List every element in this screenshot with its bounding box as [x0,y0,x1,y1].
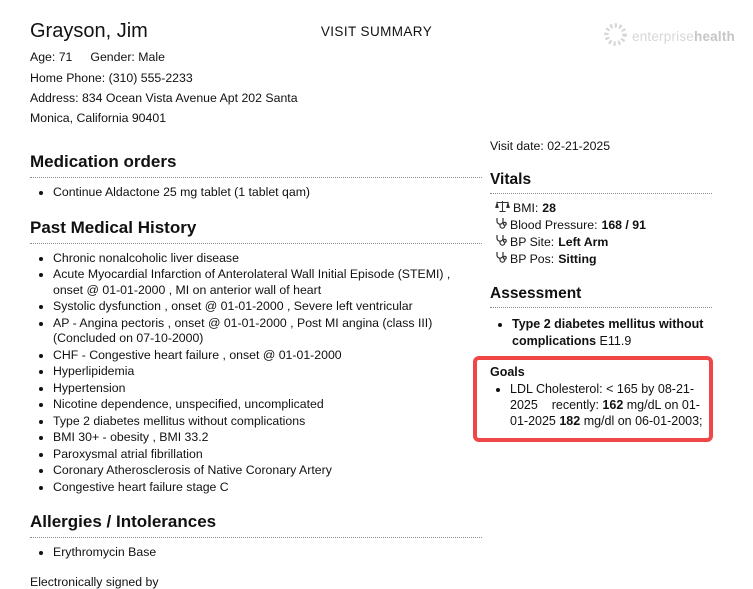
pmh-item: • Type 2 diabetes mellitus without complications [53,414,482,430]
home-phone: Home Phone: (310) 555-2233 [30,70,193,85]
enterprise-health-logo [603,22,735,50]
vital-row-bmi [495,200,712,217]
vital-row-bp-site [495,234,712,251]
right-column [490,139,712,442]
goals-list [490,381,704,429]
vital-row-blood-pressure [495,217,712,234]
vital-label: BMI: [513,201,539,215]
left-column [30,151,482,589]
stethoscope-icon [495,251,507,268]
vitals-list [490,200,712,268]
pmh-item: • Coronary Atherosclerosis of Native Coronary Artery [53,463,482,479]
goals-highlight-box [473,356,713,442]
pmh-item: • Systolic dysfunction , onset @ 01-01-2000 , Severe left ventricular [53,299,482,315]
assessment-heading: Assessment [490,284,712,308]
assessment-list [490,316,712,349]
pmh-item: • Hyperlipidemia [53,364,482,380]
pmh-item: • Paroxysmal atrial fibrillation [53,447,482,463]
age-gender-row [30,47,360,67]
address-line-1: Address: 834 Ocean Vista Avenue Apt 202 Santa [30,91,298,105]
pmh-item: • Congestive heart failure stage C [53,480,482,496]
logo-wordmark: enterprisehealth [631,28,735,44]
goals-heading: Goals [490,365,525,379]
patient-gender: Gender: Male [90,50,165,64]
pmh-item: • Acute Myocardial Infarction of Anterolateral Wall Initial Episode (STEMI) , onset @ 01-01-2000 , MI on anterior wall of heart [53,267,482,298]
medication-orders-heading: Medication orders [30,151,482,178]
vital-value: Sitting [558,252,597,266]
vital-value: 28 [542,201,556,215]
logo-ring-icon [603,22,628,50]
patient-name: Grayson, Jim [30,20,148,42]
medication-orders-list [30,185,482,201]
scale-icon [495,200,510,217]
vitals-heading: Vitals [490,170,712,194]
stethoscope-icon [495,217,507,234]
pmh-item: • Nicotine dependence, unspecified, uncomplicated [53,397,482,413]
pmh-item: • Hypertension [53,381,482,397]
vital-label: Blood Pressure: [510,218,598,232]
allergies-list [30,545,482,561]
pmh-item: • Chronic nonalcoholic liver disease [53,251,482,267]
diagnosis-code: E11.9 [599,333,632,348]
document-title: VISIT SUMMARY [320,24,433,39]
goal-ldl-cholesterol: • LDL Cholesterol: < 165 by 08-21-2025 recently: 162 mg/dL on 01-01-2025 182 mg/dl on 06-01-2003; [510,381,704,429]
vital-label: BP Site: [510,235,555,249]
vital-label: BP Pos: [510,252,555,266]
diagnosis-text: Type 2 diabetes mellitus without complications [512,317,704,348]
assessment-item [512,316,712,349]
allergy-item: • Erythromycin Base [53,545,482,561]
address-line-2: Monica, California 90401 [30,110,167,125]
pmh-item: • CHF - Congestive heart failure , onset @ 01-01-2000 [53,348,482,364]
medication-item: • Continue Aldactone 25 mg tablet (1 tablet qam) [53,185,482,201]
vital-row-bp-pos [495,251,712,268]
pmh-item: • BMI 30+ - obesity , BMI 33.2 [53,430,482,446]
allergies-heading: Allergies / Intolerances [30,511,482,538]
stethoscope-icon [495,234,507,251]
patient-demographics [30,47,360,128]
patient-age: Age: 71 [30,50,73,64]
electronically-signed-text: Electronically signed by [30,574,159,589]
vital-value: Left Arm [558,235,609,249]
pmh-item: • AP - Angina pectoris , onset @ 01-01-2000 , Post MI angina (class III) (Concluded on 07-10-2000) [53,316,482,347]
past-medical-history-heading: Past Medical History [30,217,482,244]
vital-value: 168 / 91 [601,218,646,232]
visit-date: Visit date: 02-21-2025 [490,139,611,153]
past-medical-history-list [30,251,482,496]
